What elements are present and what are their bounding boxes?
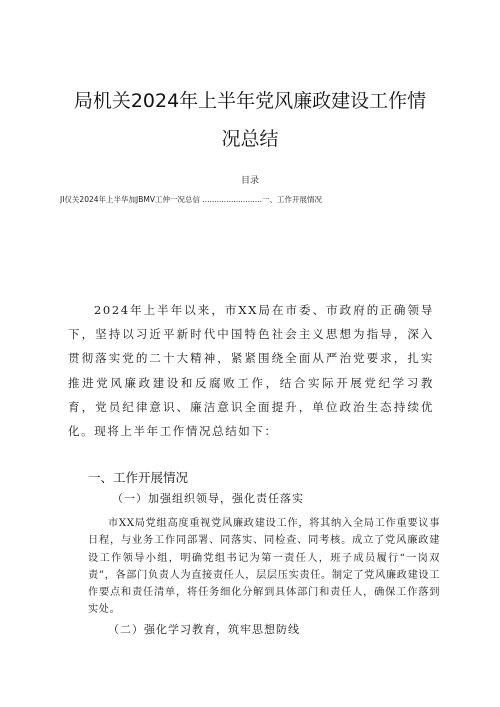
toc-entry[interactable]: JI仅关2024年上半华加JBMV工仲一况总信 .........................一、工作开展情况: [60, 195, 322, 204]
subsection-heading: （二）强化学习教育，筑牢思想防线: [108, 623, 300, 636]
document-title-line-1: 局机关2024年上半年党风廉政建设工作情: [73, 90, 427, 112]
document-title-line-2: 况总结: [221, 128, 279, 150]
subsection-paragraph: 市XX局党组高度重视党风廉政建设工作，将其纳入全局工作重要议事日程，与业务工作同部署、同落实、同检查、同考核。成立了党风廉政建设工作领导小组，明确党组书记为第一责任人，班子成员履行“一岗双责”，各部门负责人为直接责任人，层层压实责任。制定了党风廉政建设工作要点和责任清单，将任务细化分解到具体部门和责任人，确保工作落到实处。: [88, 518, 440, 616]
intro-paragraph: 2024年上半年以来，市XX局在市委、市政府的正确领导下，坚持以习近平新时代中国特色社会主义思想为指导，深入贯彻落实党的二十大精神，紧紧围绕全面从严治党要求，扎实推进党风廉政建设和反腐败工作，结合实际开展党纪学习教育，党员纪律意识、廉洁意识全面提升，单位政治生态持续优化。现将上半年工作情况总结如下：: [68, 303, 434, 439]
section-heading: 一、工作开展情况: [88, 470, 189, 485]
toc-heading: 目录: [240, 176, 259, 186]
subsection-heading: （一）加强组织领导，强化责任落实: [112, 492, 304, 505]
